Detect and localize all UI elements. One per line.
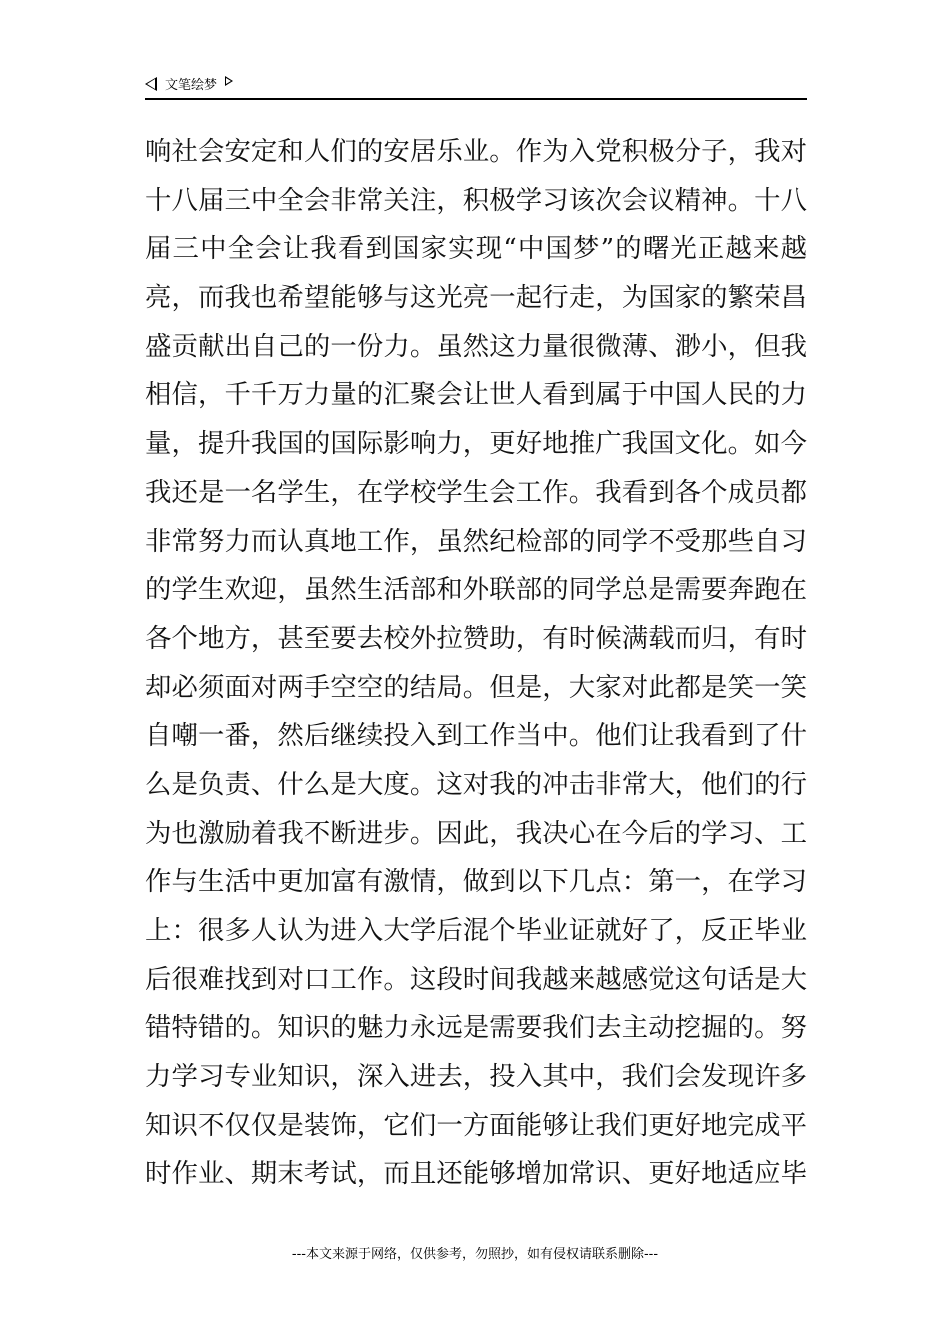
text-line: 力学习专业知识，深入进去，投入其中，我们会发现许多	[145, 1061, 807, 1093]
text-line: 知识不仅仅是装饰，它们一方面能够让我们更好地完成平	[145, 1109, 807, 1141]
text-line: 自嘲一番，然后继续投入到工作当中。他们让我看到了什	[145, 720, 807, 752]
text-line: 响社会安定和人们的安居乐业。作为入党积极分子，我对	[145, 136, 807, 167]
text-line: 届三中全会让我看到国家实现“中国梦”的曙光正越来越	[145, 233, 807, 265]
text-line: 非常努力而认真地工作，虽然纪检部的同学不受那些自习	[145, 525, 807, 557]
text-line: 后很难找到对口工作。这段时间我越来越感觉这句话是大	[145, 963, 807, 995]
text-line: 各个地方，甚至要去校外拉赞助，有时候满载而归，有时	[145, 622, 807, 654]
text-line: 么是负责、什么是大度。这对我的冲击非常大，他们的行	[145, 768, 807, 800]
text-line: 相信，千千万力量的汇聚会让世人看到属于中国人民的力	[145, 379, 807, 411]
header-bar	[145, 74, 233, 93]
text-line: 为也激励着我不断进步。因此，我决心在今后的学习、工	[145, 817, 807, 849]
header-title: 文笔绘梦	[165, 78, 218, 93]
text-line: 错特错的。知识的魅力永远是需要我们去主动挖掘的。努	[145, 1012, 807, 1044]
text-line: 上：很多人认为进入大学后混个毕业证就好了，反正毕业	[145, 915, 807, 946]
text-line: 的学生欢迎，虽然生活部和外联部的同学总是需要奔跑在	[145, 574, 807, 606]
text-line: 十八届三中全会非常关注，积极学习该次会议精神。十八	[145, 184, 807, 216]
text-line: 作与生活中更加富有激情，做到以下几点：第一，在学习	[145, 866, 807, 898]
triangle-right-icon	[225, 76, 233, 86]
text-line: 量，提升我国的国际影响力，更好地推广我国文化。如今	[145, 428, 807, 460]
text-line: 却必须面对两手空空的结局。但是，大家对此都是笑一笑	[145, 671, 807, 703]
text-line: 我还是一名学生，在学校学生会工作。我看到各个成员都	[145, 476, 807, 508]
text-line: 盛贡献出自己的一份力。虽然这力量很微薄、渺小，但我	[145, 330, 807, 362]
footer-disclaimer: ---本文来源于网络，仅供参考，勿照抄，如有侵权请联系删除---	[291, 1247, 659, 1262]
text-line: 时作业、期末考试，而且还能够增加常识、更好地适应毕	[145, 1158, 807, 1190]
body-text	[145, 128, 807, 1199]
text-line: 亮，而我也希望能够与这光亮一起行走，为国家的繁荣昌	[145, 282, 807, 314]
triangle-left-icon	[145, 77, 157, 91]
page-header	[145, 72, 807, 100]
